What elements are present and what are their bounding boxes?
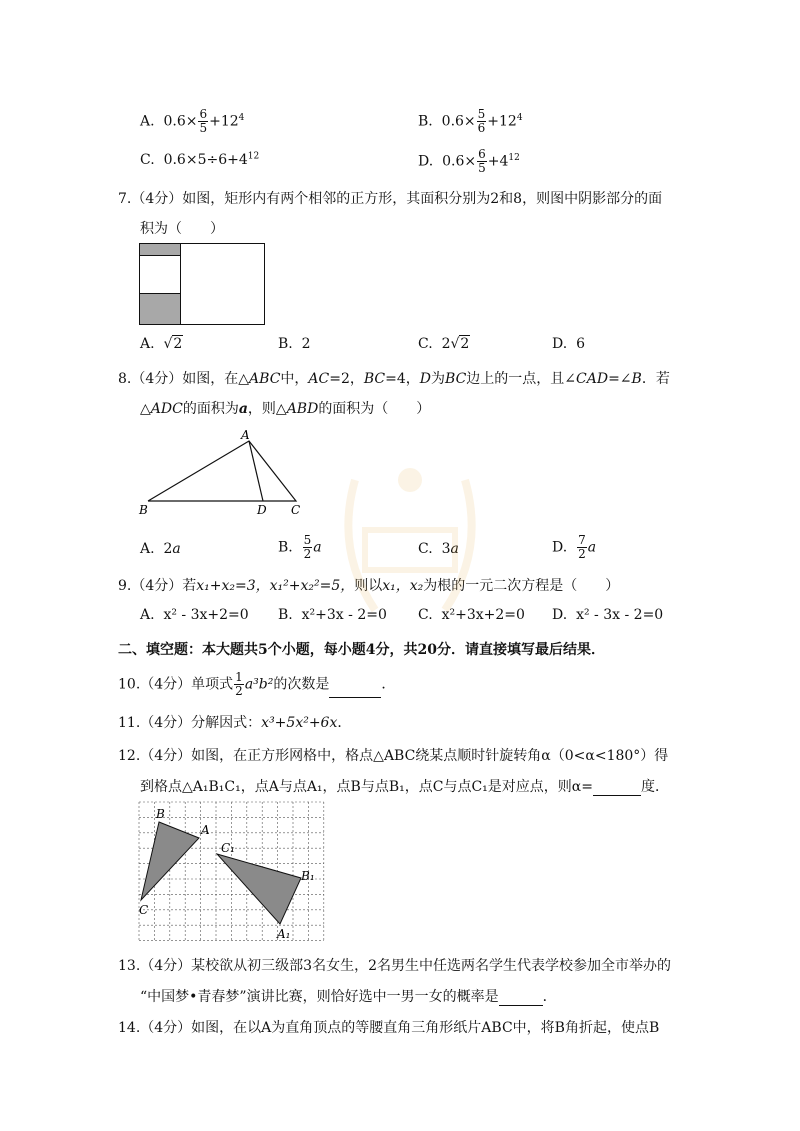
q6-option-b: B. 0.6× $\frac{5}{6}$ $+12^4$ (418, 107, 523, 135)
q12-stem-line1: 12.（4分）如图，在正方形网格中，格点△ABC绕某点顺时针旋转角α（0<α<180°）得 (118, 748, 669, 764)
q12-label-c: C (139, 903, 149, 917)
q8-option-c: C. 3a (418, 541, 459, 557)
q12-answer-blank[interactable] (593, 795, 641, 796)
q10-answer-blank[interactable] (329, 697, 381, 698)
q7-figure (139, 243, 266, 325)
q8-option-d: D. $\frac{7}{2}$ a (552, 533, 597, 561)
q7-option-a: A. √2 (140, 336, 183, 352)
q9-option-b: B. x²+3x - 2=0 (278, 607, 387, 623)
q12-label-a: A (201, 823, 210, 837)
q8-triangle-figure (135, 428, 310, 520)
q7-stem-line2: 积为（ ） (140, 221, 224, 237)
q14-stem-line1: 14.（4分）如图，在以A为直角顶点的等腰直角三角形纸片ABC中，将B角折起，使点B (118, 1020, 660, 1036)
q7-shaded-top (140, 244, 181, 256)
q11-stem: 11.（4分）分解因式：x³+5x²+6x． (118, 715, 352, 731)
q9-option-c: C. x²+3x+2=0 (418, 607, 525, 623)
q6-option-a: A. 0.6× $\frac{6}{5}$ $+12^4$ (140, 107, 245, 135)
q7-option-b: B. 2 (278, 336, 311, 352)
q8-option-a: A. 2a (140, 541, 181, 557)
q8-label-a: A (241, 428, 250, 442)
q12-grid-figure (139, 802, 324, 942)
q9-option-d: D. x² - 3x - 2=0 (552, 607, 664, 623)
q12-label-c1: C₁ (221, 841, 235, 855)
q6-option-d: D. 0.6× $\frac{6}{5}$ $+4^{12}$ (418, 147, 520, 175)
q13-answer-blank[interactable] (499, 1005, 543, 1006)
watermark-emblem (335, 440, 485, 660)
triangle-abc (141, 822, 199, 900)
q8-stem-line2: △ADC的面积为a，则△ABD的面积为（ ） (140, 401, 431, 417)
q12-label-b: B (156, 807, 165, 821)
q8-label-b: B (139, 503, 148, 517)
q9-option-a: A. x² - 3x+2=0 (140, 607, 249, 623)
q8-option-b: B. $\frac{5}{2}$ a (278, 533, 322, 561)
q6-option-c: C. $0.6\times 5\div 6+4^{12}$ (140, 151, 260, 168)
q8-stem-line1: 8.（4分）如图，在△ABC中，AC=2，BC=4，D为BC边上的一点，且∠CAD=∠B．若 (118, 371, 670, 387)
q10-stem: 10.（4分）单项式 $\frac{1}{2}$ a³b²的次数是 ． (118, 670, 396, 698)
q7-stem-line1: 7.（4分）如图，矩形内有两个相邻的正方形，其面积分别为2和8，则图中阴影部分的面 (118, 191, 663, 207)
q7-option-c: C. 2√2 (418, 336, 470, 352)
q9-stem: 9.（4分）若x₁+x₂=3，x₁²+x₂²=5，则以x₁，x₂为根的一元二次方程是（ ） (118, 578, 620, 594)
q12-label-b1: B₁ (301, 869, 315, 883)
q7-small-square (140, 256, 181, 294)
q12-label-a1: A₁ (277, 927, 291, 941)
section-2-heading: 二、填空题：本大题共5个小题，每小题4分，共20分．请直接填写最后结果． (118, 642, 605, 658)
q8-label-d: D (257, 503, 267, 517)
q8-label-c: C (291, 503, 301, 517)
q7-shaded-bottom (140, 294, 181, 325)
triangle-a1b1c1 (217, 854, 301, 924)
q13-stem-line1: 13.（4分）某校欲从初三级部3名女生，2名男生中任选两名学生代表学校参加全市举办的 (118, 958, 671, 974)
q13-stem-line2: “中国梦•青春梦”演讲比赛，则恰好选中一男一女的概率是 ． (140, 989, 557, 1005)
q12-stem-line2: 到格点△A₁B₁C₁，点A与点A₁，点B与点B₁，点C与点C₁是对应点，则α= 度． (140, 779, 669, 795)
q7-option-d: D. 6 (552, 336, 586, 352)
